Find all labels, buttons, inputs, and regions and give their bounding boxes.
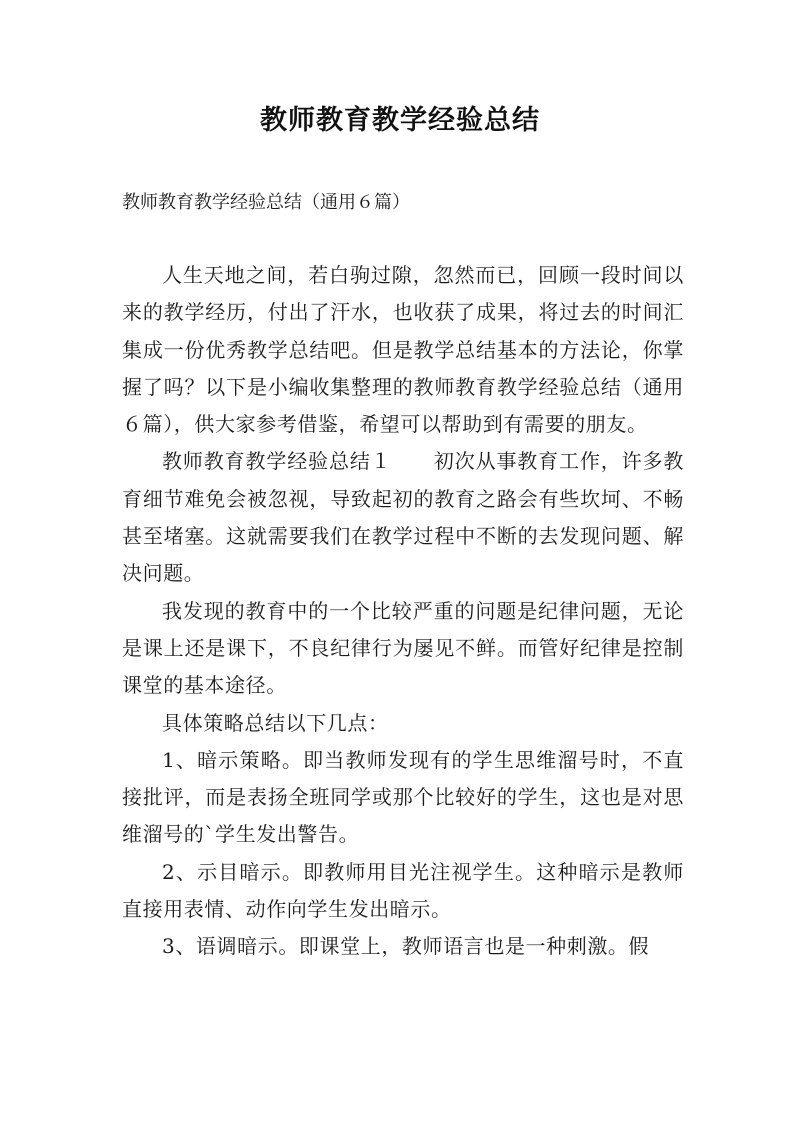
strategy-item-2: 2、示目暗示。即教师用目光注视学生。这种暗示是教师直接用表情、动作向学生发出暗示。 — [122, 859, 684, 922]
section1-heading: 教师教育教学经验总结１ — [162, 449, 392, 474]
section1-paragraph — [122, 443, 684, 592]
section1-first-text: 初次从事教育工作，许多教育细节难免会被忽视，导致起初的教育之路会有些坎坷、不畅甚至堵塞。这就需要我们在教学过程中不断的去发现问题、解决问题。 — [122, 449, 684, 586]
strategy-item-3: 3、语调暗示。即课堂上，教师语言也是一种刺激。假 — [162, 934, 650, 959]
document-body — [122, 257, 684, 966]
discipline-paragraph: 我发现的教育中的一个比较严重的问题是纪律问题，无论是课上还是课下，不良纪律行为屡见不鲜。而管好纪律是控制课堂的基本途径。 — [122, 598, 684, 698]
strategy-intro: 具体策略总结以下几点： — [162, 710, 389, 735]
strategy-item-1: 1、暗示策略。即当教师发现有的学生思维溜号时，不直接批评，而是表扬全班同学或那个比较好的学生，这也是对思维溜号的`学生发出警告。 — [122, 747, 684, 847]
document-title: 教师教育教学经验总结 — [260, 105, 540, 136]
intro-paragraph: 人生天地之间，若白驹过隙，忽然而已，回顾一段时间以来的教学经历，付出了汗水，也收获了成果，将过去的时间汇集成一份优秀教学总结吧。但是教学总结基本的方法论，你掌握了吗？以下是小编收集整理的教师教育教学经验总结（通用６篇），供大家参考借鉴，希望可以帮助到有需要的朋友。 — [122, 263, 684, 437]
document-subtitle: 教师教育教学经验总结（通用６篇） — [122, 192, 410, 213]
